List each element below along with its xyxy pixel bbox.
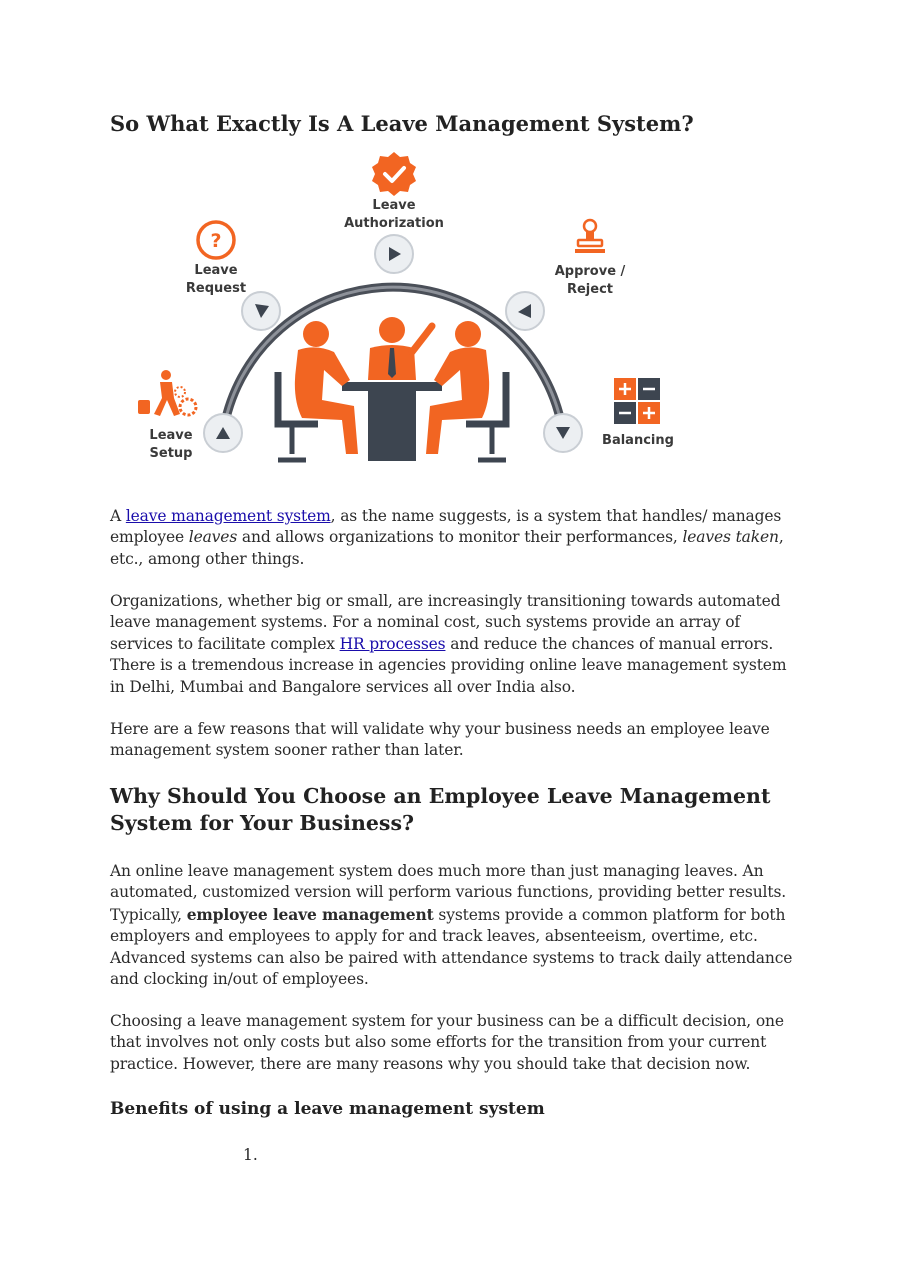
arc-node-left-bottom [204,414,242,452]
label-leave-authorization-line1: Leave [372,198,416,213]
paragraph-online-system: An online leave management system does much more than just managing leaves. An automated, customized version will perform various functions, providing better results. Typically, employee leave management systems provide a common platform for both employers and employees to apply for and track leaves, absenteeism, overtime, etc. Advanced systems can also be paired with attendance systems to track daily attendance and clocking in/out of employees. [110,862,793,989]
section-heading: So What Exactly Is A Leave Management System? [110,111,694,136]
paragraph-choosing: Choosing a leave management system for your business can be a difficult decision, one that involves not only costs but also some efforts for the transition from your current practice. However, there are many reasons why you should take that decision now. [110,1012,784,1073]
arc-node-left-top [242,292,280,330]
list-item-number: 1. [243,1146,258,1164]
label-leave-setup-line1: Leave [149,428,193,443]
label-leave-setup-line2: Setup [149,446,193,461]
label-leave-request-line2: Request [185,281,247,296]
paragraph-organizations: Organizations, whether big or small, are increasingly transitioning towards automated leave management systems. For a nominal cost, such systems provide an array of services to facilitate complex HR processes and reduce the chances of manual errors. There is a tremendous increase in agencies providing online leave management system in Delhi, Mumbai and Bangalore services all over India also. [110,592,787,696]
hr-processes-link[interactable]: HR processes [339,634,446,653]
svg-text:?: ? [210,230,222,252]
paragraph-reasons: Here are a few reasons that will validate why your business needs an employee leave management system sooner rather than later. [110,720,770,760]
label-leave-request-line1: Leave [194,263,238,278]
diagram-svg [120,148,680,473]
plus-minus-grid-icon [614,378,660,424]
paragraph-intro: A leave management system, as the name suggests, is a system that handles/ manages employee leaves and allows organizations to monitor their performances, leaves taken, etc., among other things. [110,507,784,568]
leave-management-system-link[interactable]: leave management system [125,507,331,525]
label-leave-authorization-line2: Authorization [344,216,444,231]
meeting-people-illustration [278,317,506,461]
subheading-benefits: Benefits of using a leave management system [110,1099,545,1119]
stamp-icon [575,220,605,253]
authorization-badge-icon [372,152,416,196]
leave-management-diagram [120,148,680,473]
question-mark-icon [198,222,234,258]
arc-node-top [375,235,413,273]
arc-node-right-top [506,292,544,330]
label-balancing: Balancing [602,433,674,448]
traveler-with-gear-icon [138,370,196,416]
arc-node-right-bottom [544,414,582,452]
label-approve-reject-line2: Reject [566,282,614,297]
label-approve-reject-line1: Approve / [554,264,626,279]
section-heading-why-choose: Why Should You Choose an Employee Leave Management System for Your Business? [110,784,771,835]
